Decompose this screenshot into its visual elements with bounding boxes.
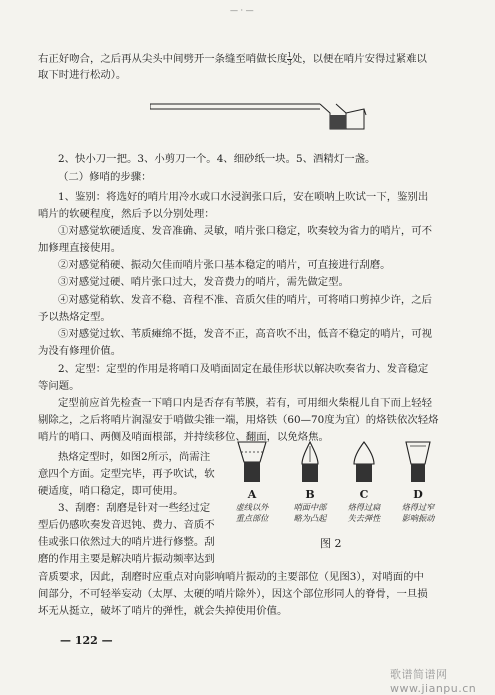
side-line-1: 热烙定型时，如图2所示，尚需注 xyxy=(58,451,211,463)
text-line-12: 予以热烙定型。 xyxy=(38,311,111,323)
figure-caption-a-line-1: 虚线以外 xyxy=(235,502,269,512)
figure-caption-d xyxy=(387,502,449,524)
side-line-3: 硬适度，哨口稳定，即可使用。 xyxy=(38,485,184,497)
text-line-11: ④对感觉稍软、发音不稳、音程不准、音质欠佳的哨片，可将哨口剪掉少许，之后 xyxy=(58,294,433,306)
text-line-16: 等问题。 xyxy=(38,380,80,392)
reed-shape-c xyxy=(344,440,384,486)
text-line-1-start: 右正好吻合，之后再从尖头中间劈开一条缝至哨做长度 xyxy=(38,53,288,65)
figure-caption-b-line-1: 哨面中部 xyxy=(293,502,327,512)
figure-caption-a xyxy=(221,502,283,524)
figure-caption-d-line-2: 影响振动 xyxy=(401,513,435,523)
side-line-6: 佳或张口依然过大的哨片进行修整。刮 xyxy=(38,536,215,548)
reed-shape-d xyxy=(398,440,438,486)
text-line-13: ⑤对感觉过软、苇质瘫绵不挺，发音不正，高音吹不出，低音不稳定的哨片，可视 xyxy=(58,328,433,340)
text-line-19: 哨片的哨口、两侧及哨面根部，并持续移位、翻面，以免烙焦。 xyxy=(38,431,329,443)
text-line-18: 剔除之，之后将哨片润湿安于哨做尖锥一端，用烙铁（60—70度为宜）的烙铁依次轻烙 xyxy=(38,414,439,426)
figure-caption-c-line-2: 失去弹性 xyxy=(347,513,381,523)
text-line-1-end: 处，以便在哨片安得过紧难以 xyxy=(291,53,427,65)
figure-caption-c xyxy=(333,502,395,524)
text-line-6: 哨片的软硬程度，然后予以分别处理： xyxy=(38,208,215,220)
reed-shape-a xyxy=(232,440,272,486)
side-line-7: 磨的作用主要是解决哨片振动频率达到 xyxy=(38,553,215,565)
text-line-3: 2、快小刀一把。3、小剪刀一个。4、细砂纸一块。5、酒精灯一盏。 xyxy=(58,153,376,165)
page-number: — 122 — xyxy=(60,634,113,647)
figure-caption-c-line-1: 烙得过扁 xyxy=(347,502,381,512)
page-header-fragment: — · — xyxy=(230,6,254,15)
text-line-17: 定型前应首先检查一下哨口内是否存有苇膜，若有，可用细火柴棍儿自下而上轻轻 xyxy=(58,397,433,409)
text-line-15: 2、定型：定型的作用是将哨口及哨面固定在最佳形状以解决吹奏省力、发音稳定 xyxy=(58,363,429,375)
reed-shape-b xyxy=(290,440,330,486)
section-heading: （二）修哨的步骤： xyxy=(58,171,152,183)
figure-label-b: B xyxy=(305,488,315,501)
figure-caption-b xyxy=(279,502,341,524)
figure-label-a: A xyxy=(247,488,257,501)
figure-caption-d-line-1: 烙得过窄 xyxy=(401,502,435,512)
bottom-line-2: 间部分，不可轻举妄动（太厚、太硬的哨片除外），因这个部位形同人的脊骨，一旦损 xyxy=(38,588,428,600)
bottom-line-1: 音质要求，因此，刮磨时应重点对向影响哨片振动的主要部位（见图3），对哨面的中 xyxy=(38,571,424,583)
figure-number: 图 2 xyxy=(320,537,342,550)
fraction-denominator: 3 xyxy=(287,59,292,67)
text-line-7: ①对感觉软硬适度、发音准确、灵敏，哨片张口稳定，吹奏较为省力的哨片，可不 xyxy=(58,225,433,237)
text-line-2: 取下时进行松动）。 xyxy=(38,69,127,81)
text-line-5: 1、鉴别：将选好的哨片用冷水或口水浸润张口后，安在唢呐上吹试一下，鉴别出 xyxy=(58,191,429,203)
figure-label-d: D xyxy=(413,488,423,501)
text-line-10: ③对感觉过硬、哨片张口过大，发音费力的哨片，需先做定型。 xyxy=(58,276,349,288)
text-line-9: ②对感觉稍硬、振动欠佳而哨片张口基本稳定的哨片，可直接进行刮磨。 xyxy=(58,259,391,271)
bottom-line-3: 坏无从挺立，破坏了哨片的弹性，就会失掉使用价值。 xyxy=(38,605,288,617)
text-line-8: 加修理直接使用。 xyxy=(38,242,122,254)
side-line-4: 3、刮磨：刮磨是针对一些经过定 xyxy=(58,502,211,514)
figure-caption-b-line-2: 略为凸起 xyxy=(293,513,327,523)
figure-label-c: C xyxy=(359,488,369,501)
side-line-2: 意四个方面。定型完毕，再予吹试，软 xyxy=(38,468,215,480)
side-line-5: 型后仍感吹奏发音迟钝、费力、音质不 xyxy=(38,519,215,531)
text-line-1 xyxy=(38,52,458,67)
reed-mandrel-illustration xyxy=(150,95,390,141)
watermark: 歌谱简谱网 www.jianpu.cn xyxy=(390,668,477,695)
text-line-14: 为没有修理价值。 xyxy=(38,345,122,357)
figure-caption-a-line-2: 重点部位 xyxy=(235,513,269,523)
fraction-numerator: 1 xyxy=(287,52,292,59)
